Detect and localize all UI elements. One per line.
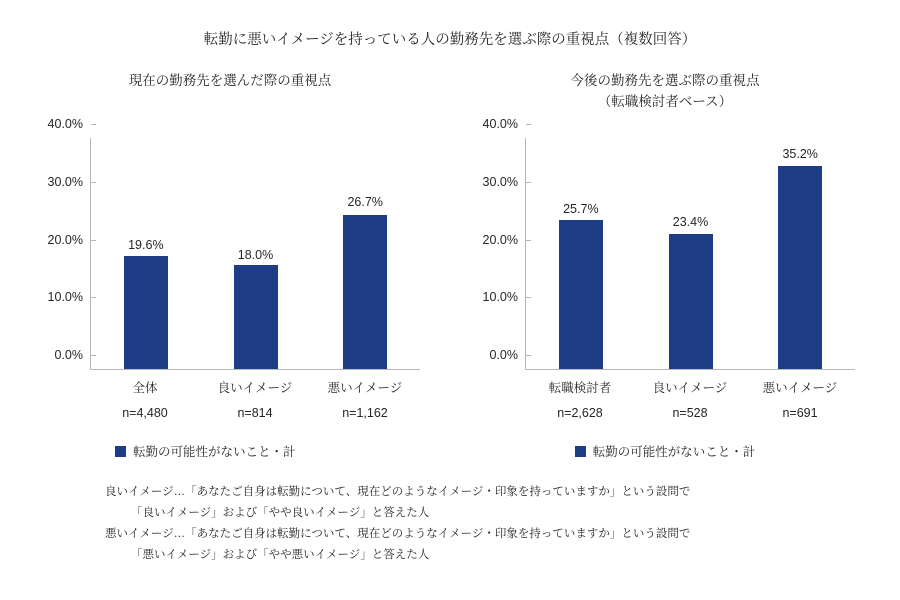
legend-right — [455, 442, 875, 460]
plot-area-right — [482, 117, 855, 370]
x-axis-sample-size: n=814 — [237, 406, 273, 420]
x-axis-sample-size: n=691 — [782, 406, 818, 420]
bar-item — [201, 138, 311, 369]
bar-value-label: 26.7% — [347, 194, 383, 209]
y-axis-tick: 30.0% — [48, 175, 91, 189]
chart-panel-current — [20, 70, 440, 459]
y-axis-tick: 10.0% — [48, 290, 91, 304]
chart-title-right — [455, 70, 875, 112]
x-axis-label: 良いイメージ n=528 — [635, 376, 745, 426]
page-title: 転勤に悪いイメージを持っている人の勤務先を選ぶ際の重視点（複数回答） — [203, 32, 697, 48]
chart-title-left — [20, 70, 440, 91]
bar-value-label: 18.0% — [237, 247, 274, 262]
footnote-line: 良いイメージ…「あなたご自身は転勤について、現在どのようなイメージ・印象を持っていますか」という設問で — [105, 486, 691, 498]
bar — [343, 215, 387, 369]
bar — [234, 265, 278, 369]
bar-item — [310, 138, 420, 369]
footnotes — [105, 482, 825, 566]
bar — [778, 166, 822, 369]
bar-item — [745, 138, 855, 369]
x-axis-label: 良いイメージ n=814 — [200, 376, 310, 426]
x-axis-sample-size: n=4,480 — [122, 406, 168, 420]
bar-value-label: 19.6% — [128, 238, 164, 253]
x-axis-label: 悪いイメージ n=691 — [745, 376, 855, 426]
x-axis-sample-size: n=1,162 — [342, 406, 388, 420]
bar-item — [636, 138, 746, 369]
legend-swatch-icon — [115, 446, 126, 457]
bar — [124, 256, 168, 369]
chart-title-right-main: 今後の勤務先を選ぶ際の重視点 — [570, 73, 760, 88]
x-axis-labels-left — [90, 376, 420, 426]
footnote-line: 「良いイメージ」および「やや良いイメージ」と答えた人 — [131, 507, 430, 519]
x-axis-labels-right — [525, 376, 855, 426]
y-axis-tick: 0.0% — [55, 348, 92, 362]
chart-subtitle-right: （転職検討者ベース） — [597, 94, 733, 109]
chart-title-left-main: 現在の勤務先を選んだ際の重視点 — [128, 73, 332, 88]
x-axis-sample-size: n=2,628 — [557, 406, 603, 420]
legend-swatch-icon — [575, 446, 586, 457]
y-axis-tick: 20.0% — [48, 233, 91, 247]
x-axis-label: 転職検討者 n=2,628 — [525, 376, 635, 426]
legend-label: 転勤の可能性がないこと・計 — [592, 445, 756, 459]
bar-value-label: 23.4% — [672, 215, 709, 230]
bar-group-right — [526, 138, 855, 369]
y-axis-tick: 40.0% — [483, 117, 526, 131]
legend-label: 転勤の可能性がないこと・計 — [133, 445, 296, 459]
bar-item — [526, 138, 636, 369]
y-axis-tick: 40.0% — [48, 117, 91, 131]
y-axis-tick: 0.0% — [490, 348, 527, 362]
x-axis-label: 悪いイメージ n=1,162 — [310, 376, 420, 426]
bar — [559, 220, 603, 369]
x-axis-sample-size: n=528 — [672, 406, 708, 420]
legend-left — [20, 442, 440, 460]
bar-value-label: 25.7% — [563, 201, 599, 216]
x-axis-label: 全体 n=4,480 — [90, 376, 200, 426]
footnote-line: 「悪いイメージ」および「やや悪いイメージ」と答えた人 — [131, 549, 430, 561]
bar — [669, 234, 713, 369]
bar-value-label: 35.2% — [782, 147, 818, 162]
chart-panel-future — [455, 70, 875, 459]
footnote-line: 悪いイメージ…「あなたご自身は転勤について、現在どのようなイメージ・印象を持っていますか」という設問で — [105, 528, 691, 540]
y-axis-tick: 10.0% — [483, 290, 526, 304]
y-axis-tick: 30.0% — [483, 175, 526, 189]
bar-group-left — [91, 138, 420, 369]
bar-item — [91, 138, 201, 369]
y-axis-tick: 20.0% — [483, 233, 526, 247]
plot-area-left — [47, 117, 420, 370]
